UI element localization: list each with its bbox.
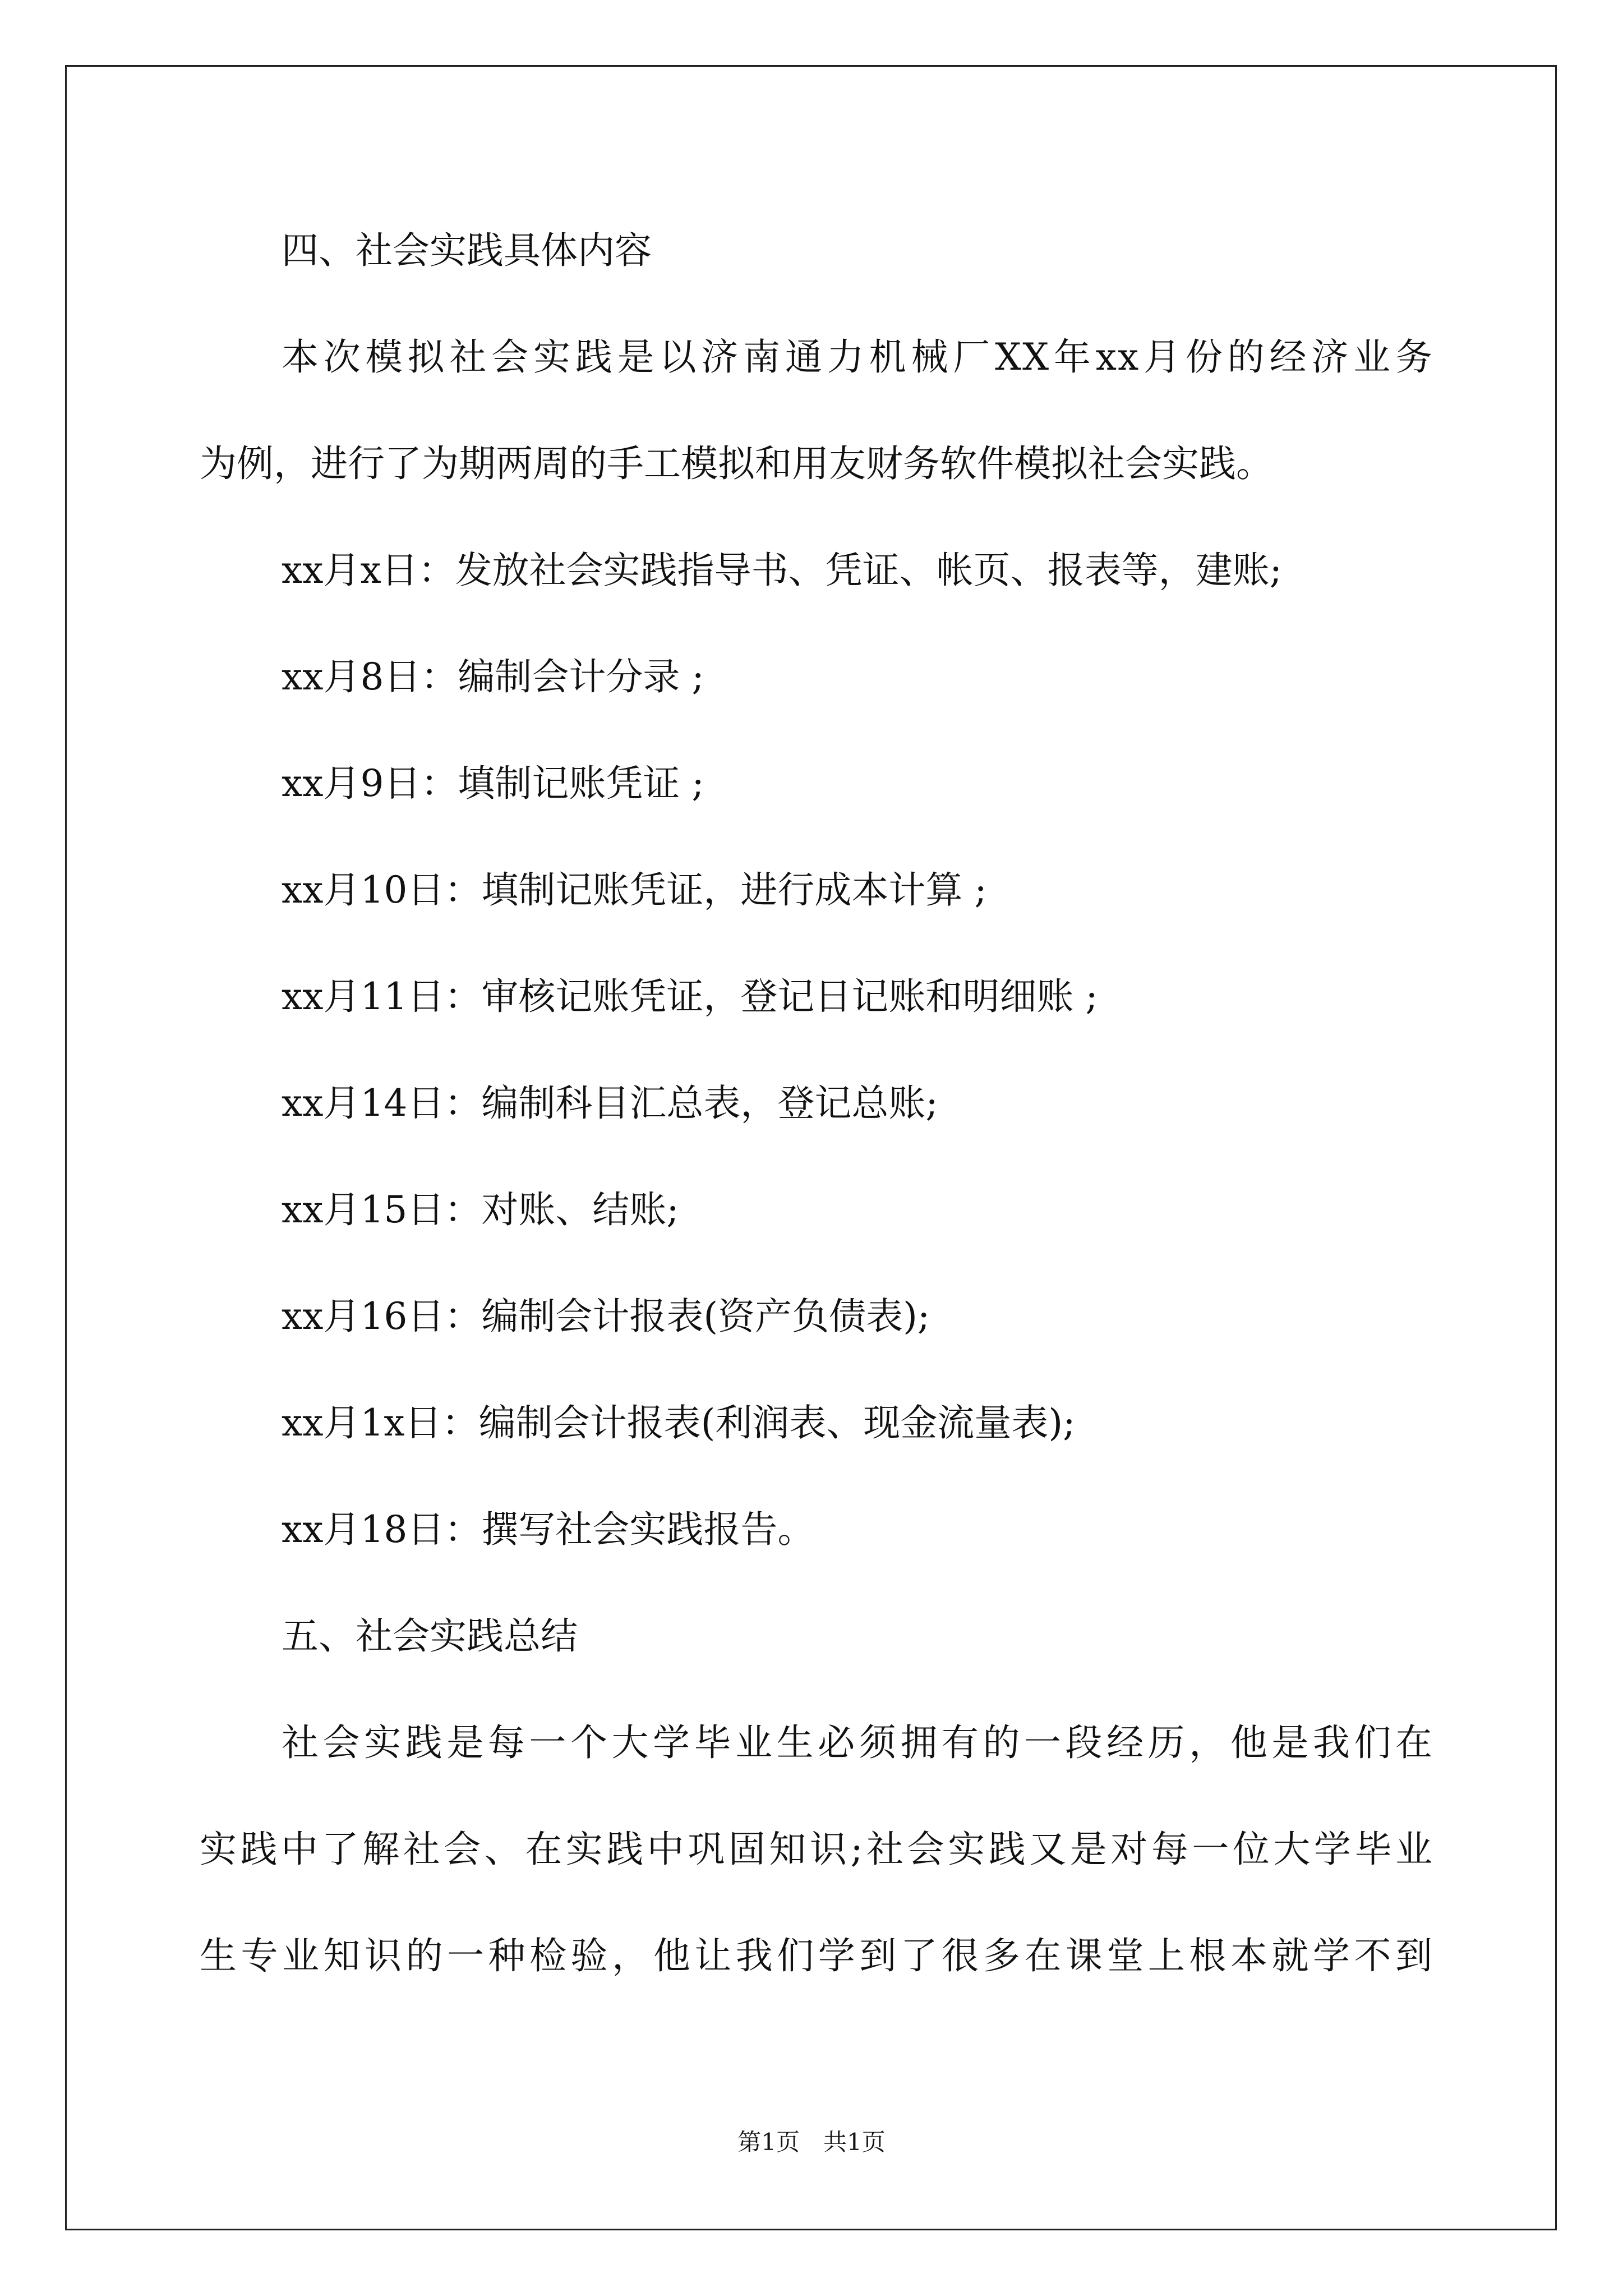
schedule-item: xx月8日：编制会计分录 ;	[282, 655, 704, 698]
section-heading-4: 四、社会实践具体内容	[282, 229, 652, 272]
schedule-item: xx月18日：撰写社会实践报告。	[282, 1508, 815, 1551]
schedule-item: xx月14日：编制科目汇总表，登记总账;	[282, 1082, 938, 1125]
paragraph-line: 社会实践是每一个大学毕业生必须拥有的一段经历，他是我们在	[282, 1721, 1433, 1764]
page-border	[65, 65, 1557, 2230]
schedule-item: xx月16日：编制会计报表(资产负债表);	[282, 1295, 930, 1338]
schedule-item: xx月9日：填制记账凭证 ;	[282, 762, 704, 805]
schedule-item: xx月11日：审核记账凭证，登记日记账和明细账 ;	[282, 975, 1098, 1018]
paragraph-line: 为例，进行了为期两周的手工模拟和用友财务软件模拟社会实践。	[200, 442, 1273, 485]
section-heading-5: 五、社会实践总结	[282, 1614, 578, 1658]
paragraph-line: 实践中了解社会、在实践中巩固知识;社会实践又是对每一位大学毕业	[200, 1828, 1433, 1871]
schedule-item: xx月15日：对账、结账;	[282, 1188, 679, 1231]
paragraph-line: 生专业知识的一种检验，他让我们学到了很多在课堂上根本就学不到	[200, 1934, 1433, 1977]
schedule-item: xx月10日：填制记账凭证，进行成本计算 ;	[282, 868, 987, 912]
paragraph-line: 本次模拟社会实践是以济南通力机械厂XX年xx月份的经济业务	[282, 335, 1433, 379]
page-number-footer: 第1页 共1页	[737, 2128, 886, 2156]
schedule-item: xx月1x日：编制会计报表(利润表、现金流量表);	[282, 1401, 1076, 1444]
schedule-item: xx月x日：发放社会实践指导书、凭证、帐页、报表等，建账;	[282, 549, 1282, 592]
